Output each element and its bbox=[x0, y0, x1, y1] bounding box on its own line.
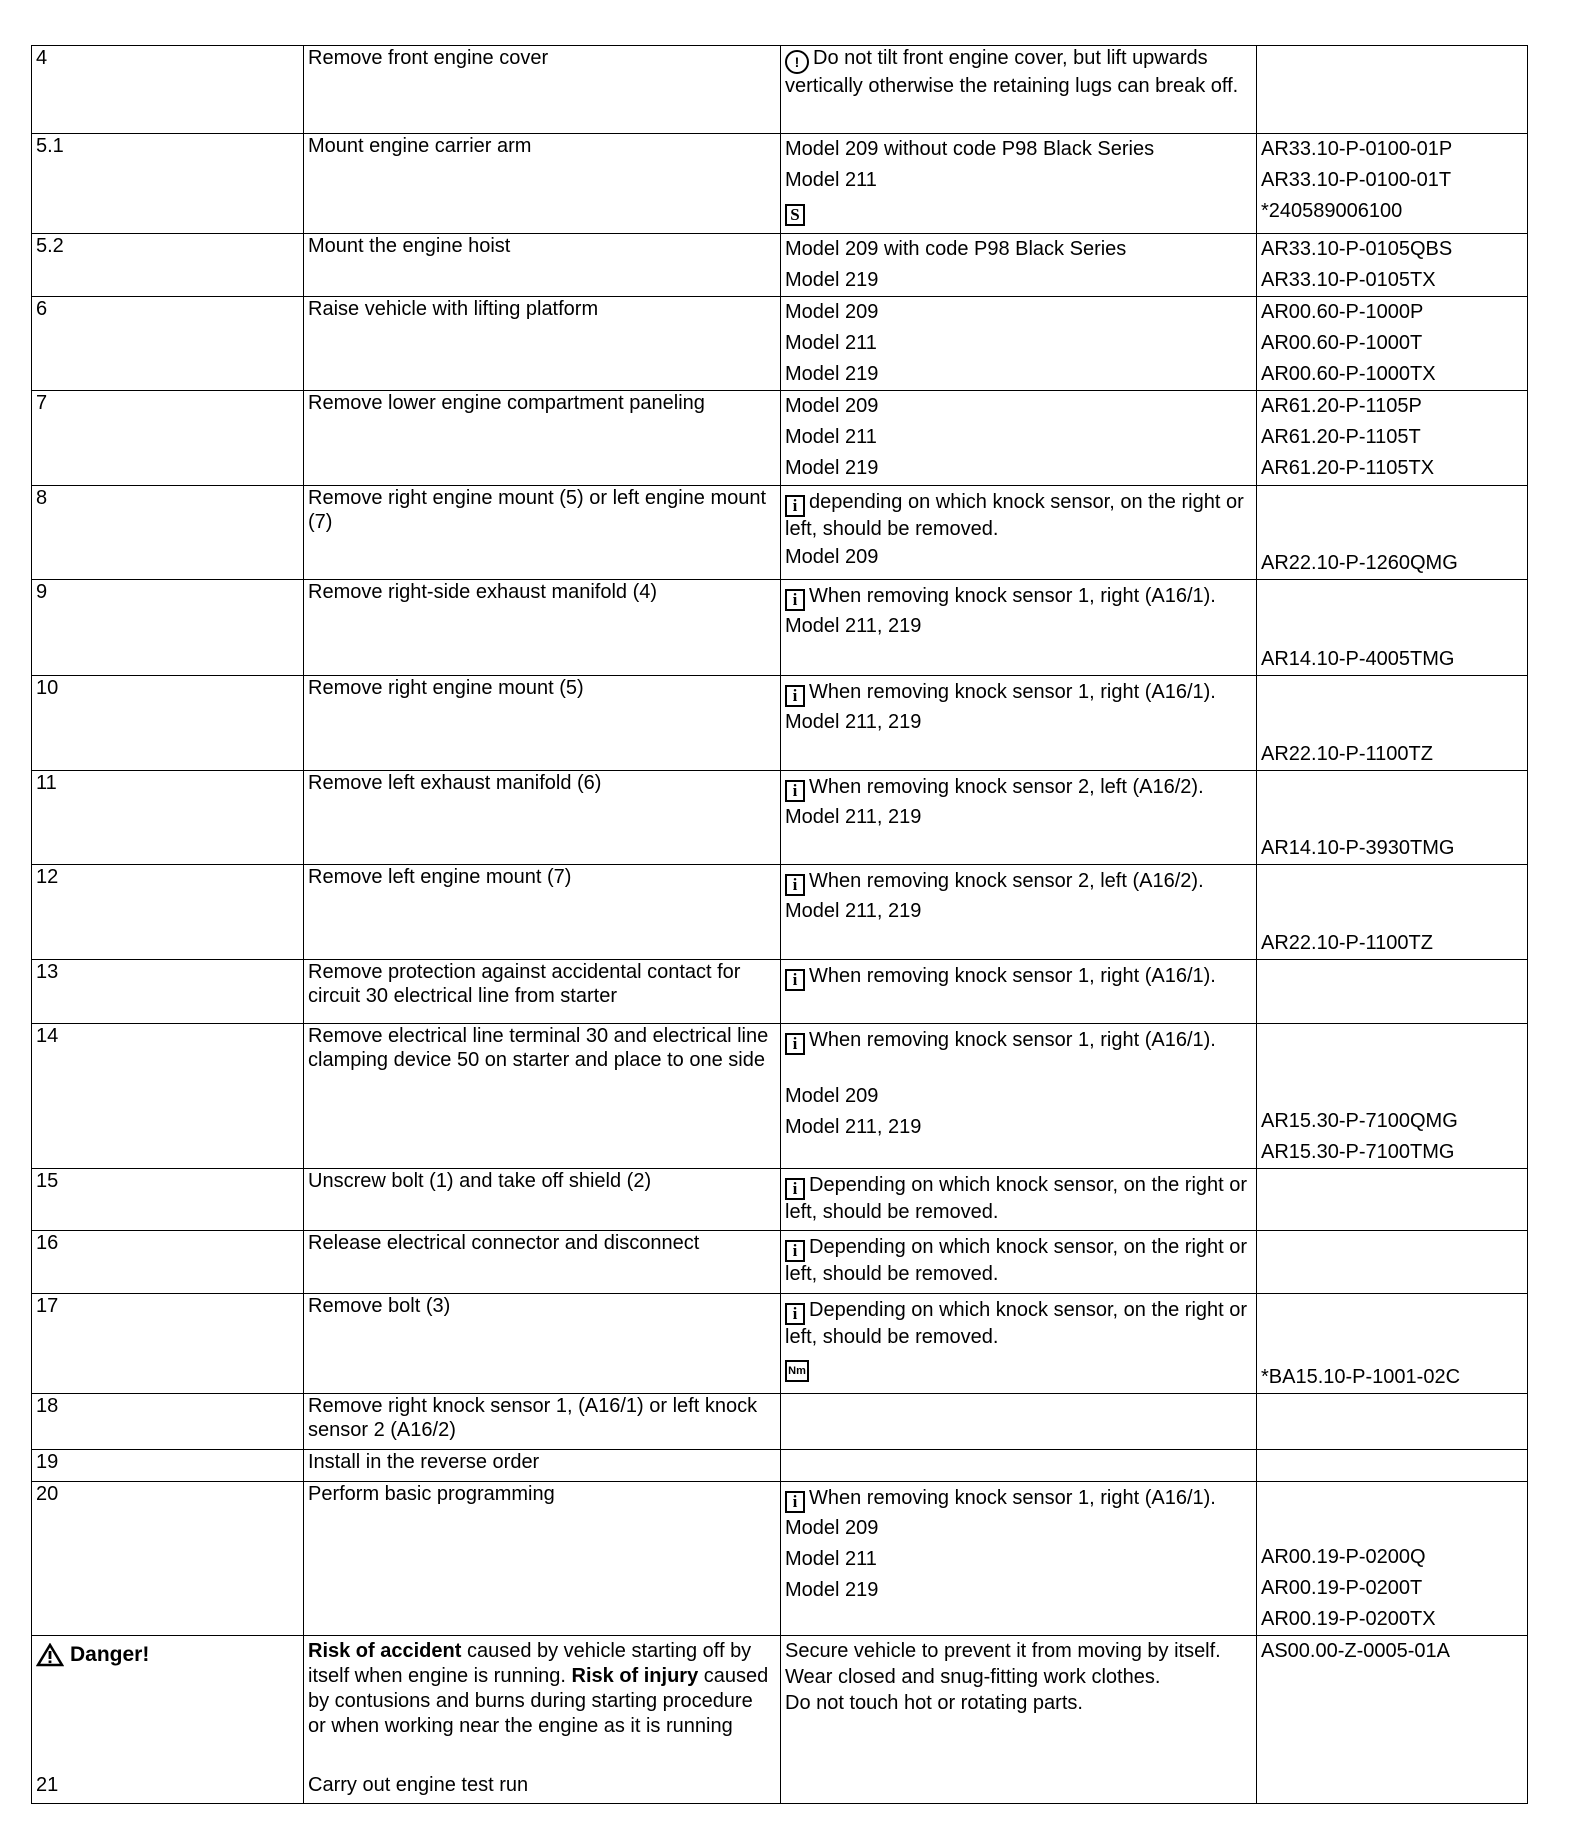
step-action: Remove electrical line terminal 30 and electrical line clamping device 50 on starter and place to one side bbox=[304, 1024, 781, 1169]
step-number: 21 bbox=[36, 1774, 59, 1796]
model-line: Model 209 bbox=[785, 546, 879, 568]
info-icon: i bbox=[785, 1033, 805, 1055]
model-line: Model 211 bbox=[785, 332, 877, 354]
model-line: Model 211, 219 bbox=[785, 1116, 922, 1138]
table-row bbox=[32, 391, 1528, 486]
step-number: 7 bbox=[32, 391, 304, 486]
table-row bbox=[32, 297, 1528, 391]
step-number: 14 bbox=[32, 1024, 304, 1169]
table-row bbox=[32, 234, 1528, 297]
model-line: Model 209 bbox=[785, 301, 879, 323]
step-note: i depending on which knock sensor, on the right or left, should be removed. bbox=[785, 491, 1244, 540]
model-line: Model 211, 219 bbox=[785, 615, 922, 637]
reference-link[interactable]: AR22.10-P-1100TZ bbox=[1261, 743, 1433, 765]
tool-number[interactable]: *240589006100 bbox=[1261, 200, 1403, 222]
table-row bbox=[32, 865, 1528, 960]
reference-link[interactable]: AR00.60-P-1000P bbox=[1261, 301, 1424, 323]
step-action: Remove lower engine compartment paneling bbox=[304, 391, 781, 486]
step-action: Raise vehicle with lifting platform bbox=[304, 297, 781, 391]
model-line: Model 211, 219 bbox=[785, 711, 922, 733]
table-row bbox=[32, 1024, 1528, 1169]
step-note: i Depending on which knock sensor, on the right or left, should be removed. bbox=[785, 1174, 1248, 1223]
step-number: 6 bbox=[32, 297, 304, 391]
model-line: Model 209 bbox=[785, 1517, 879, 1539]
danger-label: Danger! bbox=[36, 1642, 299, 1668]
reference-link[interactable]: AR22.10-P-1260QMG bbox=[1261, 552, 1458, 574]
step-action: Release electrical connector and disconnect bbox=[304, 1231, 781, 1294]
info-icon: i bbox=[785, 1240, 805, 1262]
reference-link[interactable]: AR00.60-P-1000T bbox=[1261, 332, 1423, 354]
step-action: Perform basic programming bbox=[304, 1482, 781, 1636]
reference-link[interactable]: AR33.10-P-0100-01P bbox=[1261, 138, 1453, 160]
table-row bbox=[32, 1450, 1528, 1482]
step-note: i When removing knock sensor 1, right (A16/1). bbox=[785, 1486, 1252, 1513]
step-action: Mount the engine hoist bbox=[304, 234, 781, 297]
step-number: 15 bbox=[32, 1169, 304, 1231]
reference-link[interactable]: AR00.60-P-1000TX bbox=[1261, 363, 1436, 385]
info-icon: i bbox=[785, 1178, 805, 1200]
procedure-table bbox=[31, 45, 1528, 1804]
model-line: Model 209 bbox=[785, 1085, 879, 1107]
reference-link[interactable]: *BA15.10-P-1001-02C bbox=[1261, 1366, 1461, 1388]
info-icon: i bbox=[785, 685, 805, 707]
step-action: Install in the reverse order bbox=[304, 1450, 781, 1482]
step-note: ! Do not tilt front engine cover, but lift upwards vertically otherwise the retaining lugs can break off. bbox=[785, 47, 1239, 97]
step-number: 12 bbox=[32, 865, 304, 960]
model-line: Model 211, 219 bbox=[785, 900, 922, 922]
danger-description: Risk of accident caused by vehicle starting off by itself when engine is running. Risk of injury caused by contusions and burns during starting procedure or when working near the engine as it is running bbox=[308, 1640, 769, 1737]
step-number: 9 bbox=[32, 580, 304, 676]
step-note: i When removing knock sensor 1, right (A16/1). bbox=[785, 1028, 1252, 1055]
info-icon: i bbox=[785, 780, 805, 802]
step-note: i When removing knock sensor 2, left (A16/2). bbox=[785, 869, 1252, 896]
step-number: 5.1 bbox=[32, 134, 304, 234]
step-number: 10 bbox=[32, 676, 304, 771]
table-row bbox=[32, 1482, 1528, 1636]
model-line: Model 219 bbox=[785, 269, 879, 291]
safety-measure: Secure vehicle to prevent it from moving by itself. bbox=[785, 1640, 1221, 1662]
reference-link[interactable]: AR33.10-P-0100-01T bbox=[1261, 169, 1452, 191]
model-line: Model 219 bbox=[785, 1579, 879, 1601]
reference-link[interactable]: AR33.10-P-0105QBS bbox=[1261, 238, 1453, 260]
step-action: Mount engine carrier arm bbox=[304, 134, 781, 234]
info-icon: i bbox=[785, 495, 805, 517]
model-line: Model 209 without code P98 Black Series bbox=[785, 138, 1155, 160]
info-icon: i bbox=[785, 874, 805, 896]
reference-link[interactable]: AR15.30-P-7100TMG bbox=[1261, 1141, 1455, 1163]
warning-triangle-icon bbox=[36, 1643, 64, 1667]
table-row bbox=[32, 1169, 1528, 1231]
step-action: Remove left exhaust manifold (6) bbox=[304, 771, 781, 865]
reference-link[interactable]: AR15.30-P-7100QMG bbox=[1261, 1110, 1458, 1132]
step-action: Carry out engine test run bbox=[308, 1774, 529, 1796]
reference-link[interactable]: AR61.20-P-1105T bbox=[1261, 426, 1421, 448]
model-line: Model 219 bbox=[785, 363, 879, 385]
model-line: Model 211, 219 bbox=[785, 806, 922, 828]
step-number: 8 bbox=[32, 486, 304, 580]
step-number: 17 bbox=[32, 1294, 304, 1394]
step-number: 18 bbox=[32, 1394, 304, 1450]
step-number: 19 bbox=[32, 1450, 304, 1482]
info-icon: i bbox=[785, 1491, 805, 1513]
step-number: 4 bbox=[32, 46, 304, 134]
step-note: i Depending on which knock sensor, on the right or left, should be removed. bbox=[785, 1236, 1248, 1285]
model-line: Model 219 bbox=[785, 457, 879, 479]
step-number: 20 bbox=[32, 1482, 304, 1636]
model-line: Model 211 bbox=[785, 169, 877, 191]
step-action: Remove right-side exhaust manifold (4) bbox=[304, 580, 781, 676]
safety-measure: Do not touch hot or rotating parts. bbox=[785, 1692, 1083, 1714]
step-action: Remove bolt (3) bbox=[304, 1294, 781, 1394]
reference-link[interactable]: AS00.00-Z-0005-01A bbox=[1261, 1640, 1451, 1662]
step-number: 11 bbox=[32, 771, 304, 865]
step-action: Remove right engine mount (5) bbox=[304, 676, 781, 771]
step-note: i When removing knock sensor 1, right (A16/1). bbox=[785, 680, 1252, 707]
caution-icon: ! bbox=[785, 50, 809, 74]
table-row bbox=[32, 46, 1528, 134]
table-row bbox=[32, 1636, 1528, 1804]
step-action: Unscrew bolt (1) and take off shield (2) bbox=[304, 1169, 781, 1231]
info-icon: i bbox=[785, 969, 805, 991]
step-action: Remove protection against accidental contact for circuit 30 electrical line from starter bbox=[304, 960, 781, 1024]
model-line: Model 211 bbox=[785, 1548, 877, 1570]
step-note: i Depending on which knock sensor, on the right or left, should be removed. bbox=[785, 1299, 1248, 1348]
table-row bbox=[32, 1394, 1528, 1450]
table-row bbox=[32, 486, 1528, 580]
model-line: Model 209 bbox=[785, 395, 879, 417]
reference-link[interactable]: AR14.10-P-4005TMG bbox=[1261, 648, 1455, 670]
step-number: 16 bbox=[32, 1231, 304, 1294]
table-row bbox=[32, 134, 1528, 234]
table-row bbox=[32, 580, 1528, 676]
info-icon: i bbox=[785, 1303, 805, 1325]
step-action: Remove front engine cover bbox=[304, 46, 781, 134]
safety-measure: Wear closed and snug-fitting work clothes. bbox=[785, 1666, 1161, 1688]
step-number: 13 bbox=[32, 960, 304, 1024]
table-row bbox=[32, 960, 1528, 1024]
reference-link[interactable]: AR61.20-P-1105TX bbox=[1261, 457, 1435, 479]
reference-link[interactable]: AR14.10-P-3930TMG bbox=[1261, 837, 1455, 859]
reference-link[interactable]: AR33.10-P-0105TX bbox=[1261, 269, 1436, 291]
reference-link[interactable]: AR00.19-P-0200Q bbox=[1261, 1546, 1426, 1568]
special-tool-icon: S bbox=[785, 204, 805, 226]
step-note: i When removing knock sensor 2, left (A16/2). bbox=[785, 775, 1252, 802]
reference-link[interactable]: AR00.19-P-0200TX bbox=[1261, 1608, 1436, 1630]
model-line: Model 211 bbox=[785, 426, 877, 448]
step-action: Remove right knock sensor 1, (A16/1) or left knock sensor 2 (A16/2) bbox=[304, 1394, 781, 1450]
step-note: i When removing knock sensor 1, right (A16/1). bbox=[785, 584, 1252, 611]
table-row bbox=[32, 1294, 1528, 1394]
step-action: Remove right engine mount (5) or left engine mount (7) bbox=[304, 486, 781, 580]
reference-link[interactable]: AR22.10-P-1100TZ bbox=[1261, 932, 1433, 954]
step-note: i When removing knock sensor 1, right (A16/1). bbox=[785, 964, 1252, 991]
table-row bbox=[32, 676, 1528, 771]
reference-link[interactable]: AR61.20-P-1105P bbox=[1261, 395, 1422, 417]
table-row bbox=[32, 771, 1528, 865]
torque-icon: Nm bbox=[785, 1360, 809, 1382]
table-row bbox=[32, 1231, 1528, 1294]
reference-link[interactable]: AR00.19-P-0200T bbox=[1261, 1577, 1423, 1599]
info-icon: i bbox=[785, 589, 805, 611]
model-line: Model 209 with code P98 Black Series bbox=[785, 238, 1127, 260]
step-number: 5.2 bbox=[32, 234, 304, 297]
step-action: Remove left engine mount (7) bbox=[304, 865, 781, 960]
